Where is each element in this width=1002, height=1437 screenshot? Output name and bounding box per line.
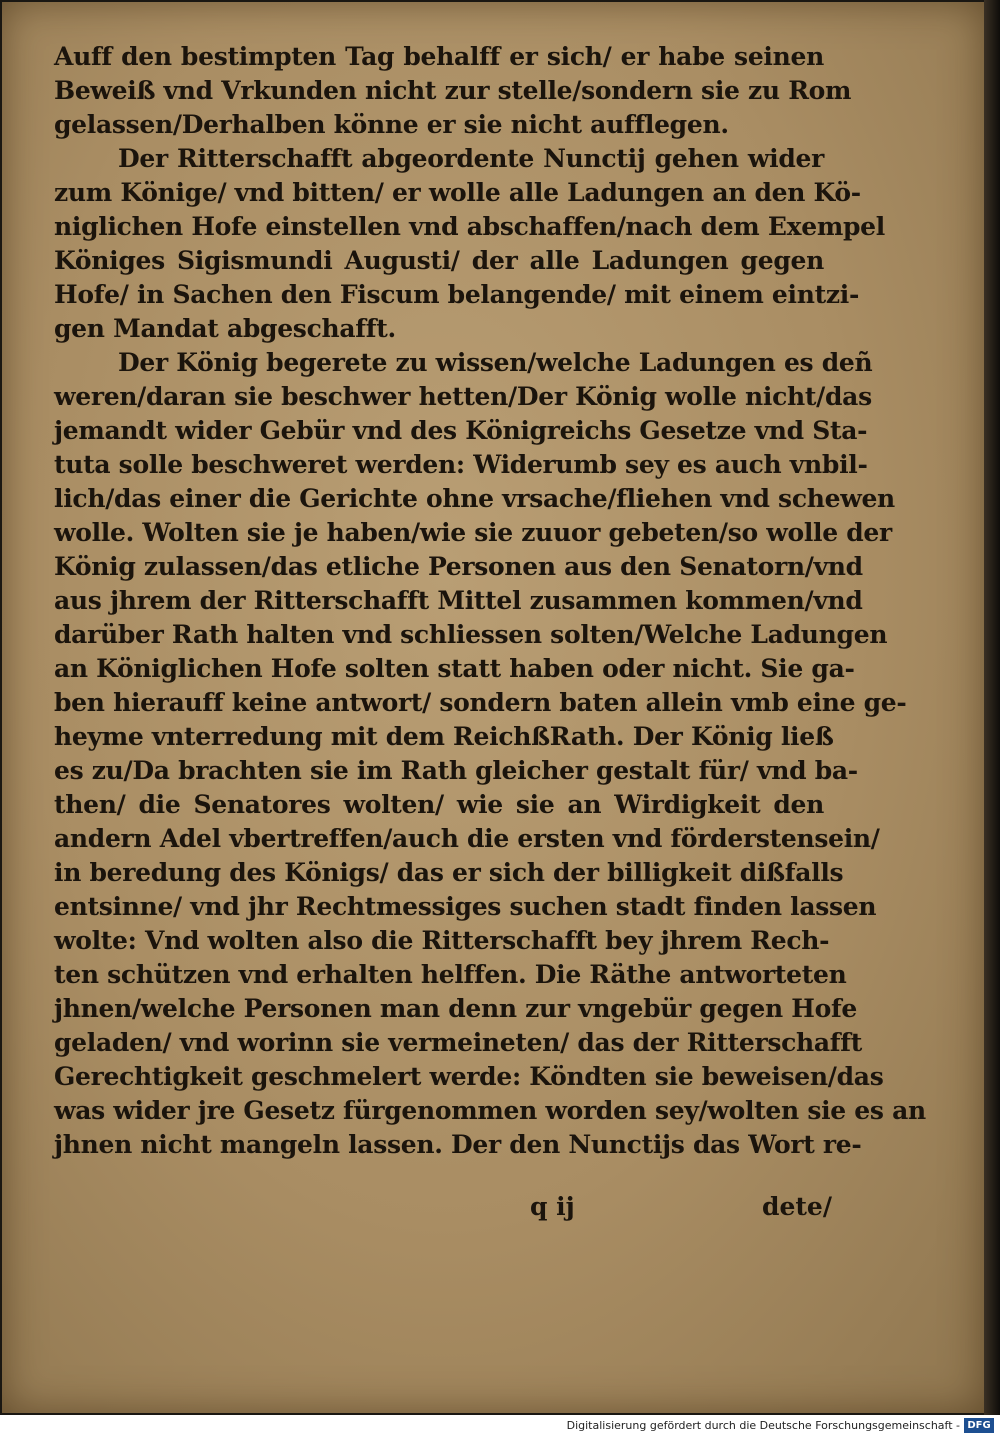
book-page — [2, 2, 984, 1413]
text-line: Beweiß vnd Vrkunden nicht zur stelle/sondern sie zu Rom — [54, 76, 852, 105]
text-line: Hofe/ in Sachen den Fiscum belangende/ mit einem eintzi- — [54, 280, 860, 309]
text-line: entsinne/ vnd jhr Rechtmessiges suchen stadt finden lassen — [54, 892, 877, 921]
text-line: Der König begerete zu wissen/welche Ladungen es deñ — [118, 348, 873, 377]
text-line: an Königlichen Hofe solten statt haben oder nicht. Sie ga- — [54, 654, 855, 683]
text-line: wolle. Wolten sie je haben/wie sie zuuor gebeten/so wolle der — [54, 518, 892, 547]
text-line: lich/das einer die Gerichte ohne vrsache/fliehen vnd schewen — [54, 484, 895, 513]
text-line: then/ die Senatores wolten/ wie sie an Wirdigkeit den — [54, 790, 824, 819]
funding-credit: Digitalisierung gefördert durch die Deutsche Forschungsgemeinschaft - — [566, 1419, 960, 1432]
text-line: Gerechtigkeit geschmelert werde: Köndten sie beweisen/das — [54, 1062, 884, 1091]
page-footer — [2, 1192, 1002, 1226]
text-line: weren/daran sie beschwer hetten/Der König wolle nicht/das — [54, 382, 872, 411]
text-line: es zu/Da brachten sie im Rath gleicher gestalt für/ vnd ba- — [54, 756, 858, 785]
text-line: heyme vnterredung mit dem ReichßRath. Der König ließ — [54, 722, 834, 751]
text-line: jhnen/welche Personen man denn zur vngebür gegen Hofe — [54, 994, 858, 1023]
text-line: ten schützen vnd erhalten helffen. Die Räthe antworteten — [54, 960, 847, 989]
text-line: darüber Rath halten vnd schliessen solten/Welche Ladungen — [54, 620, 888, 649]
text-line: andern Adel vbertreffen/auch die ersten vnd förderstensein/ — [54, 824, 880, 853]
credit-bar — [0, 1415, 1000, 1437]
text-line: gelassen/Derhalben könne er sie nicht aufflegen. — [54, 110, 729, 139]
catchword: dete/ — [762, 1192, 832, 1221]
text-line: gen Mandat abgeschafft. — [54, 314, 396, 343]
text-line: was wider jre Gesetz fürgenommen worden sey/wolten sie es an — [54, 1096, 926, 1125]
text-line: niglichen Hofe einstellen vnd abschaffen/nach dem Exempel — [54, 212, 885, 241]
text-line: geladen/ vnd worinn sie vermeineten/ das der Ritterschafft — [54, 1028, 862, 1057]
text-line: jemandt wider Gebür vnd des Königreichs Gesetze vnd Sta- — [54, 416, 868, 445]
text-line: König zulassen/das etliche Personen aus den Senatorn/vnd — [54, 552, 863, 581]
text-line: tuta solle beschweret werden: Widerumb sey es auch vnbil- — [54, 450, 868, 479]
book-edge-shadow — [984, 0, 1000, 1415]
text-line: aus jhrem der Ritterschafft Mittel zusammen kommen/vnd — [54, 586, 863, 615]
body-text — [54, 40, 926, 1162]
text-line: Königes Sigismundi Augusti/ der alle Ladungen gegen — [54, 246, 824, 275]
text-line: jhnen nicht mangeln lassen. Der den Nunctijs das Wort re- — [54, 1130, 862, 1159]
dfg-logo: DFG — [964, 1418, 994, 1433]
text-line: ben hierauff keine antwort/ sondern baten allein vmb eine ge- — [54, 688, 907, 717]
text-line: Auff den bestimpten Tag behalff er sich/ er habe seinen — [54, 42, 824, 71]
signature-mark: q ij — [530, 1192, 575, 1221]
text-line: wolte: Vnd wolten also die Ritterschafft bey jhrem Rech- — [54, 926, 830, 955]
text-line: zum Könige/ vnd bitten/ er wolle alle Ladungen an den Kö- — [54, 178, 861, 207]
text-line: Der Ritterschafft abgeordente Nunctij gehen wider — [118, 144, 824, 173]
text-line: in beredung des Königs/ das er sich der billigkeit dißfalls — [54, 858, 844, 887]
